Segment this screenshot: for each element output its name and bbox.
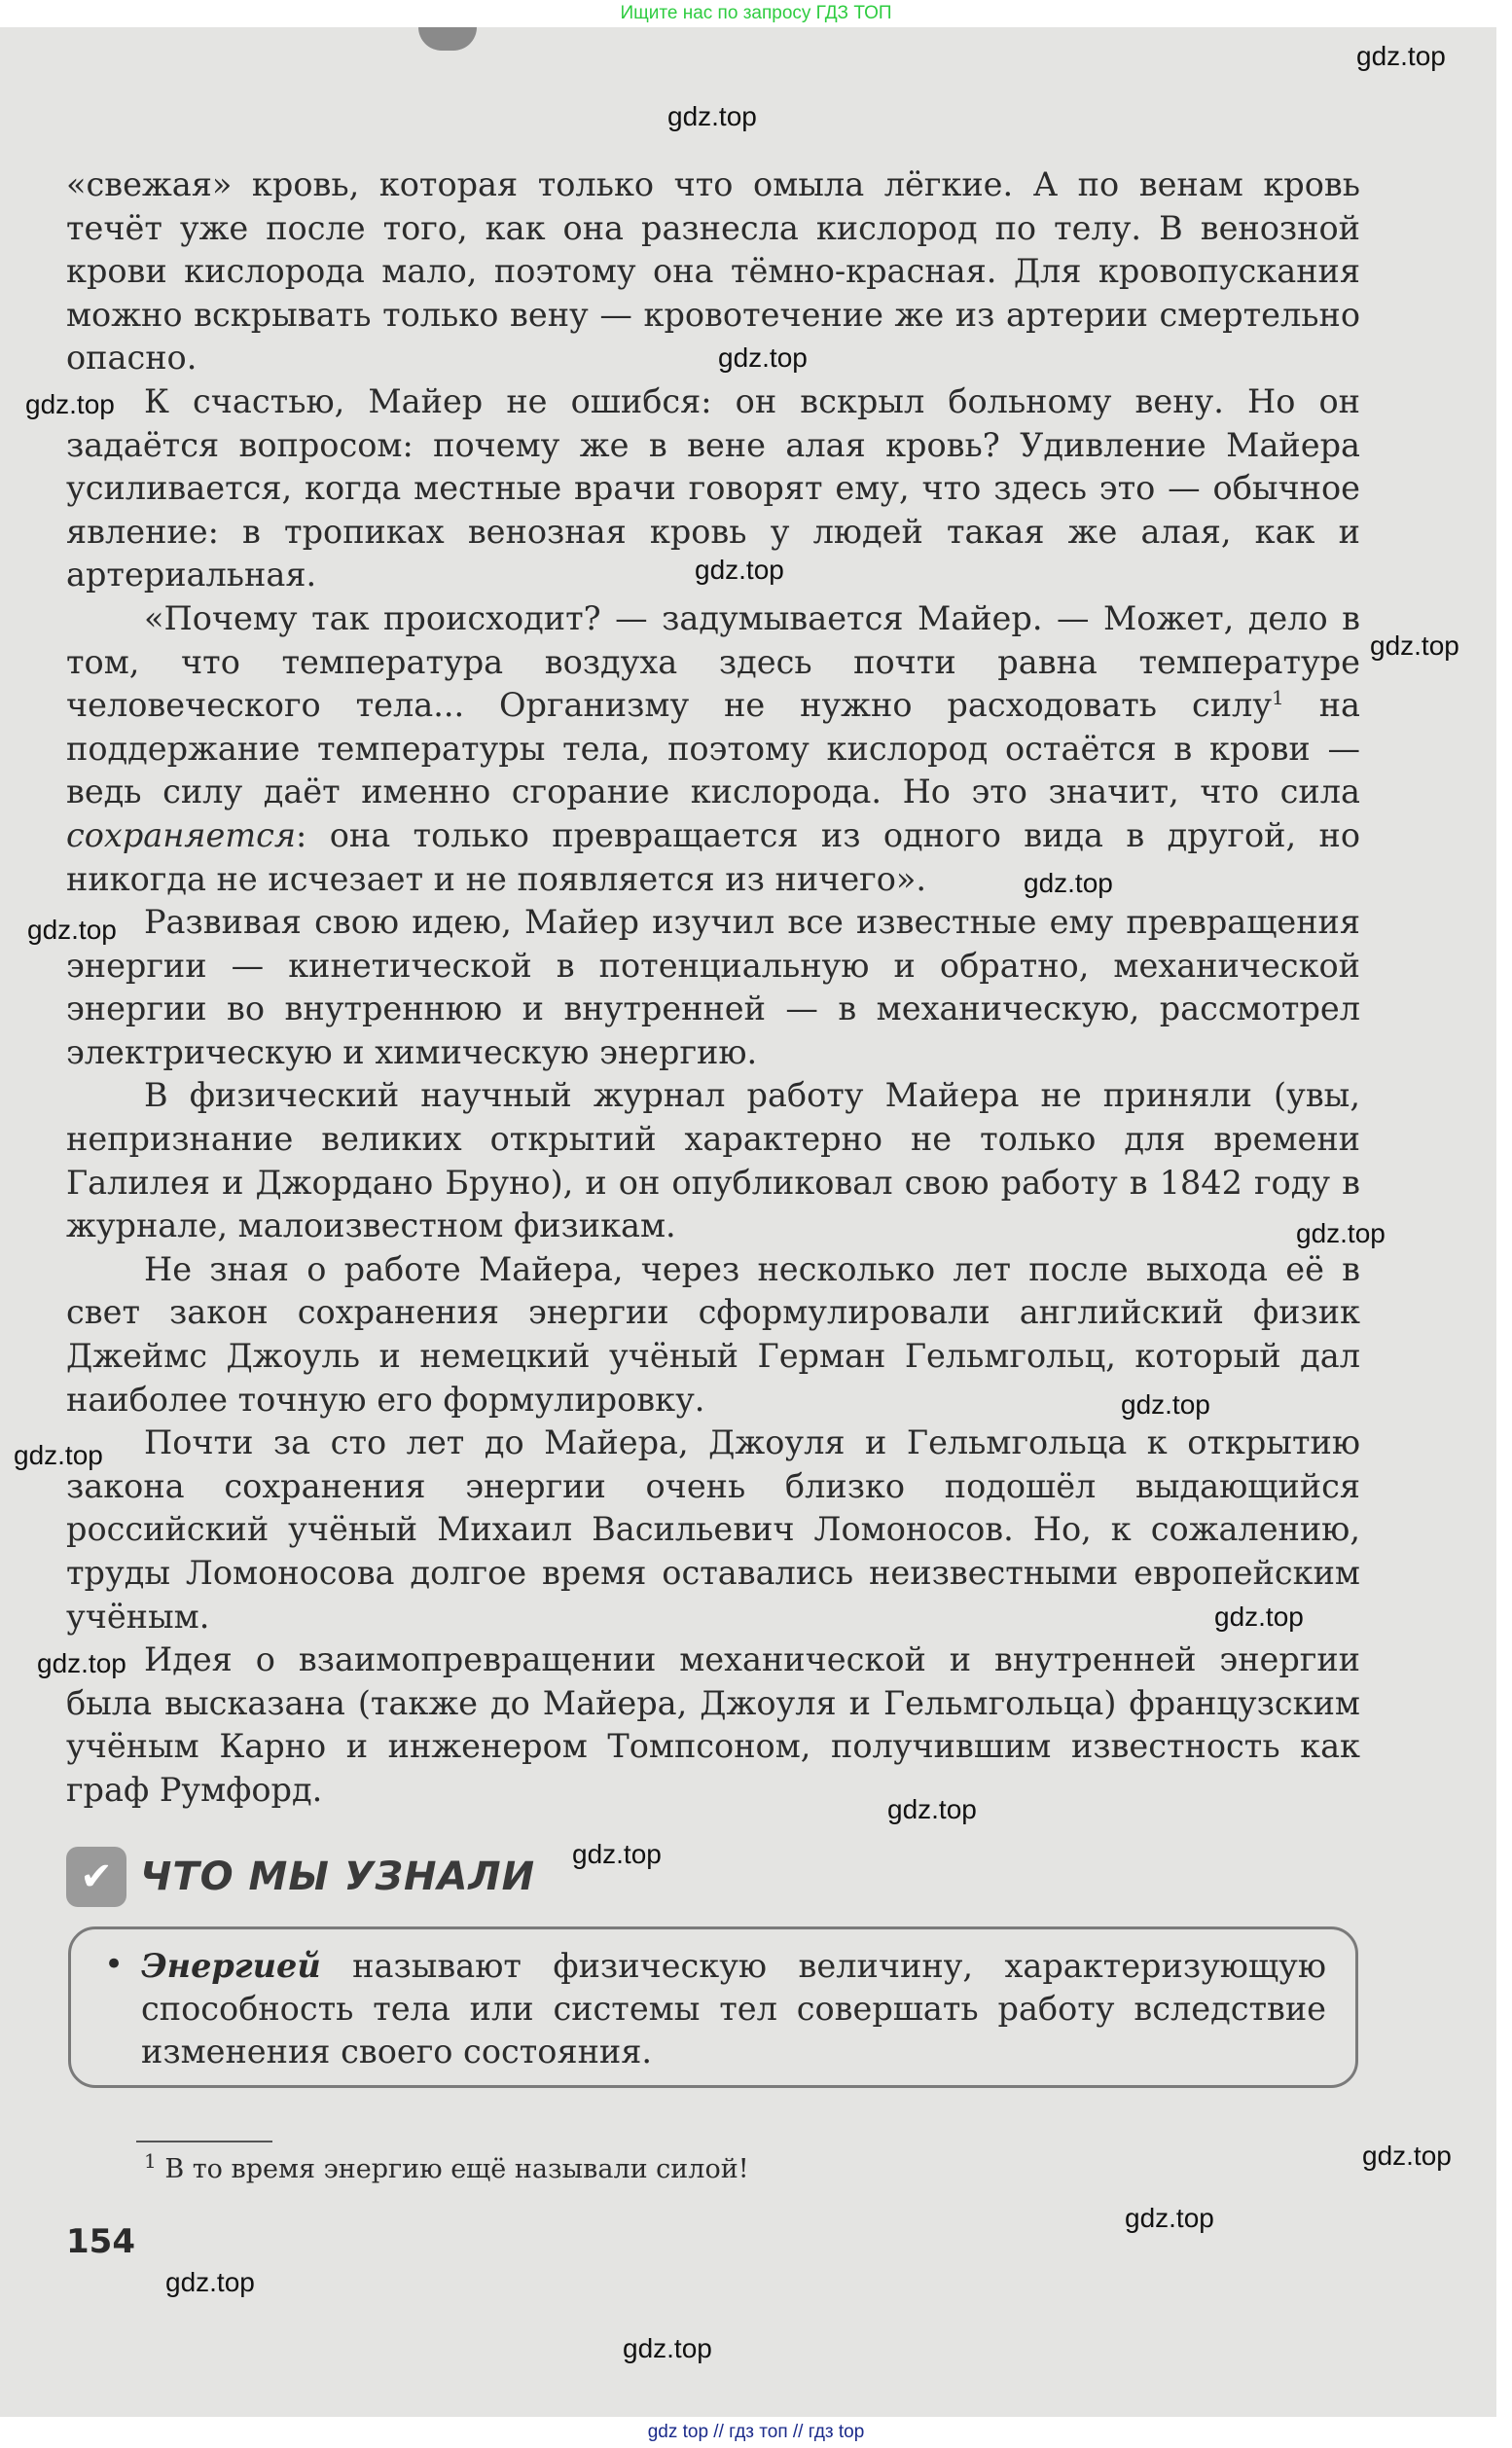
watermark: gdz.top	[25, 389, 115, 419]
footnote-ref: 1	[1272, 685, 1284, 709]
bottom-bar: gdz top // гдз топ // гдз top	[0, 2417, 1512, 2448]
watermark: gdz.top	[1024, 868, 1113, 898]
summary-term: Энергией	[141, 1947, 321, 1985]
watermark: gdz.top	[1370, 630, 1459, 661]
watermark: gdz.top	[1125, 2203, 1214, 2233]
watermark: gdz.top	[1214, 1602, 1304, 1632]
emphasis-term: сохраняется	[66, 815, 297, 854]
summary-text	[141, 1945, 1326, 2073]
section-title: ЧТО МЫ УЗНАЛИ	[140, 1854, 536, 1899]
watermark: gdz.top	[1296, 1218, 1386, 1248]
paragraph-4: Развивая свою идею, Майер изучил все известные ему превращения энергии — кинетической в потенциальную и обратно, механической энергии во внутреннюю и внутренней — в механическую, рассмотрел электрическую и химическую энергию.	[66, 903, 1360, 1071]
watermark: gdz.top	[27, 915, 117, 945]
watermark: gdz.top	[14, 1440, 103, 1470]
watermark: gdz.top	[1356, 41, 1446, 71]
page-number: 154	[66, 2222, 135, 2261]
watermark: gdz.top	[1362, 2141, 1452, 2171]
watermark: gdz.top	[718, 342, 808, 373]
footnote	[144, 2149, 1020, 2187]
footnote-divider	[136, 2141, 272, 2142]
section-header	[66, 1843, 650, 1911]
main-text	[66, 163, 1360, 1813]
checkmark-icon: ✔	[66, 1847, 126, 1907]
paragraph-5: В физический научный журнал работу Майера не приняли (увы, непризнание великих открытий характерно не только для времени Галилея и Джордано Бруно), и он опубликовал свою работу в 1842 году в журнале, малоизвестном физикам.	[66, 1076, 1360, 1245]
footnote-text: В то время энергию ещё называли силой!	[156, 2154, 749, 2184]
summary-box	[68, 1926, 1358, 2088]
footnote-mark: 1	[144, 2149, 157, 2173]
paragraph-3-head: «Почему так происходит? — задумывается Майер. — Может, дело в том, что температура воздуха здесь почти равна температуре человеческого тела... Организму не нужно расходовать силу	[66, 598, 1360, 725]
bullet-icon: •	[104, 1945, 125, 1984]
paragraph-6: Не зная о работе Майера, через несколько лет после выхода её в свет закон сохранения энергии сформулировали английский физик Джеймс Джоуль и немецкий учёный Герман Гельмгольц, который дал наиболее точную его формулировку.	[66, 1249, 1360, 1419]
watermark: gdz.top	[667, 101, 757, 131]
watermark: gdz.top	[887, 1794, 977, 1824]
paragraph-7: Почти за сто лет до Майера, Джоуля и Гельмгольца к открытию закона сохранения энергии очень близко подошёл выдающийся российский учёный Михаил Васильевич Ломоносов. Но, к сожалению, труды Ломоносова долгое время оставались неизвестными европейским учёным.	[66, 1423, 1360, 1636]
top-banner: Ищите нас по запросу ГДЗ ТОП	[0, 0, 1512, 27]
watermark: gdz.top	[37, 1648, 126, 1678]
paragraph-3	[66, 597, 1360, 901]
watermark: gdz.top	[572, 1839, 662, 1869]
watermark: gdz.top	[623, 2333, 712, 2363]
watermark: gdz.top	[165, 2267, 255, 2297]
paragraph-3-tail-b: : она только превращается из одного вида в другой, но никогда не исчезает и не появляется из ничего».	[66, 815, 1360, 898]
paragraph-2: К счастью, Майер не ошибся: он вскрыл больному вену. Но он задаётся вопросом: почему же в вене алая кровь? Удивление Майера усиливается, когда местные врачи говорят ему, что здесь это — обычное явление: в тропиках венозная кровь у людей такая же алая, как и артериальная.	[66, 381, 1360, 594]
watermark: gdz.top	[695, 555, 784, 585]
paragraph-1: «свежая» кровь, которая только что омыла лёгкие. А по венам кровь течёт уже после того, как она разнесла кислород по телу. В венозной крови кислорода мало, поэтому она тёмно-красная. Для кровопускания можно вскрывать только вену — кровотечение же из артерии смертельно опасно.	[66, 165, 1360, 378]
summary-definition: называют физическую величину, характеризующую способность тела или системы тел совершать работу вследствие изменения своего состояния.	[141, 1947, 1326, 2070]
paragraph-8: Идея о взаимопревращении механической и внутренней энергии была высказана (также до Майера, Джоуля и Гельмгольца) французским учёным Карно и инженером Томпсоном, получившим известность как граф Румфорд.	[66, 1640, 1360, 1809]
watermark: gdz.top	[1121, 1389, 1210, 1420]
paragraph-3-tail-a: на поддержание температуры тела, поэтому кислород остаётся в крови — ведь силу даёт именно сгорание кислорода. Но это значит, что сила	[66, 686, 1360, 811]
